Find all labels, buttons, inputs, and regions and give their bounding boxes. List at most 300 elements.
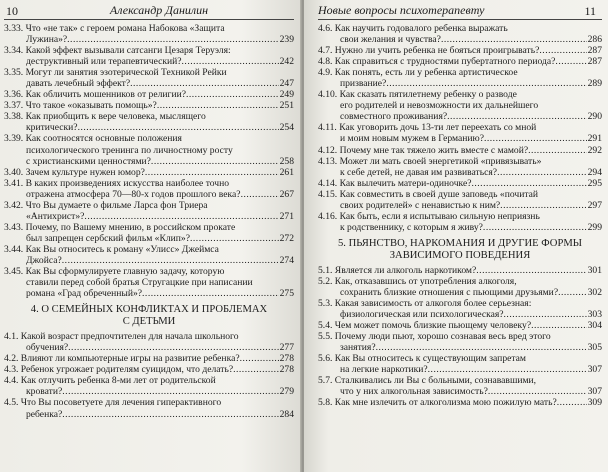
toc-entry-text: психологического тренинга по личностному росту — [26, 144, 233, 156]
page-number: 11 — [584, 4, 596, 18]
toc-page-number: 239 — [279, 34, 294, 46]
toc-entry-text-wrap — [26, 78, 130, 89]
running-header — [318, 3, 602, 20]
toc-entry-text: Как уговорить дочь 13-ти лет переехать со мной — [339, 122, 537, 134]
toc-entry — [318, 353, 602, 375]
toc-dot-leader — [151, 156, 279, 167]
toc-entry-line — [318, 222, 602, 233]
toc-entry — [4, 244, 294, 266]
toc-entry-line — [318, 145, 602, 156]
toc-entry-text: с христианскими ценностями? — [26, 155, 151, 167]
toc-page-number: 254 — [279, 122, 294, 134]
toc-entry-number: 4.7. — [318, 45, 333, 57]
toc-entry-line — [4, 331, 294, 342]
toc-dot-leader — [241, 189, 279, 200]
toc-entry-line — [4, 78, 294, 89]
toc-entry — [318, 122, 602, 144]
toc-dot-leader — [182, 56, 279, 67]
toc-entry-text: Как Вы сформулируете главную задачу, которую — [25, 266, 225, 278]
toc-entry-text-wrap — [340, 111, 447, 122]
toc-entry-text-wrap — [340, 222, 483, 233]
toc-entry-line — [318, 331, 602, 342]
toc-entry-text: Сталкивались ли Вы с больными, сознававшими, — [334, 375, 537, 387]
toc-entry-line — [318, 89, 602, 100]
toc-entry-text-wrap — [340, 287, 558, 298]
toc-dot-leader — [233, 364, 279, 375]
toc-entry-number: 3.45. — [4, 266, 24, 278]
toc-dot-leader — [157, 100, 279, 111]
toc-entry-text-wrap — [4, 100, 157, 111]
toc-entry-line — [4, 244, 294, 255]
toc-dot-leader — [476, 265, 586, 276]
toc-entry-text: свои желания и чувства? — [340, 34, 441, 46]
chapter-heading — [318, 238, 602, 262]
toc-entry-text-wrap — [340, 200, 500, 211]
toc-dot-leader — [428, 364, 587, 375]
toc-entry-line — [4, 277, 294, 288]
toc-dot-leader — [500, 200, 586, 211]
toc-entry-line — [4, 386, 294, 397]
toc-entry — [4, 353, 294, 364]
chapter-title-line: С ДЕТЬМИ — [122, 316, 176, 328]
toc-entry-number: 3.38. — [4, 111, 24, 123]
toc-entry-text-wrap — [26, 56, 182, 67]
toc-entry-text-wrap — [340, 167, 497, 178]
toc-entry-number: 4.1. — [4, 331, 19, 343]
toc-page-number: 295 — [587, 177, 602, 189]
toc-dot-leader — [528, 145, 587, 156]
toc-entry-number: 4.8. — [318, 56, 333, 68]
toc-entry-text: романа «Град обреченный»? — [26, 288, 143, 300]
toc-entry-number: 3.37. — [4, 100, 24, 112]
toc-entry — [318, 276, 602, 298]
toc-entry-text-wrap — [26, 122, 78, 133]
toc-entry-text-wrap — [4, 167, 145, 178]
toc-dot-leader — [78, 122, 279, 133]
toc-entry-text: был запрещен сербский фильм «Клип»? — [26, 232, 190, 244]
toc-entry-text: ставили перед собой братья Стругацкие при написании — [26, 277, 253, 289]
toc-entry-line — [4, 266, 294, 277]
toc-entry-text: «Антихрист»? — [26, 210, 85, 222]
toc-entry — [318, 56, 602, 67]
toc-entry-number: 5.8. — [318, 397, 333, 409]
toc-entry-line — [318, 122, 602, 133]
toc-entry-line — [4, 56, 294, 67]
toc-entry — [318, 331, 602, 353]
toc-entry-text-wrap — [26, 255, 62, 266]
toc-entry-text: к родственнику, с которым я живу? — [340, 221, 483, 233]
toc-entry — [4, 331, 294, 353]
toc-entry — [4, 133, 294, 166]
toc-entry-text: ребенка? — [26, 408, 63, 420]
toc-entry-text: Какая зависимость от алкоголя более серьезная: — [334, 298, 532, 310]
toc-page-number: 272 — [279, 232, 294, 244]
toc-entry-text-wrap — [26, 189, 241, 200]
toc-entry — [4, 89, 294, 100]
toc-entry-text: Как мне излечить от алкоголизма мою пожилую мать? — [334, 397, 557, 409]
toc-entry-text: Как научить годовалого ребенка выражать — [334, 23, 508, 34]
toc-entry — [4, 100, 294, 111]
toc-entry-text: Как соотносятся основные положения — [25, 133, 182, 145]
toc-entry-line — [318, 364, 602, 375]
toc-entry-text: Ребенок угрожает родителям суицидом, что делать? — [20, 364, 234, 376]
toc-entry — [4, 375, 294, 397]
toc-entry — [318, 397, 602, 408]
toc-entry-text: Могут ли занятия эзотерической Техникой Рейки — [25, 67, 227, 79]
toc-entry-line — [318, 67, 602, 78]
toc-entry-text: Как обличить мошенников от религии? — [25, 89, 186, 101]
toc-entry-text: совместного проживания? — [340, 111, 448, 123]
toc-entry — [318, 145, 602, 156]
toc-entry-line — [4, 67, 294, 78]
toc-entry — [318, 211, 602, 233]
toc-dot-leader — [186, 89, 279, 100]
toc-entry-line — [4, 45, 294, 56]
toc-entry-text-wrap — [318, 397, 557, 408]
toc-entry — [318, 189, 602, 211]
toc-dot-leader — [447, 111, 586, 122]
toc-entry-line — [4, 133, 294, 144]
toc-entry-number: 5.6. — [318, 353, 333, 365]
toc-entry-text: Чем может помочь близкие пьющему человеку? — [334, 320, 532, 332]
toc-entry-line — [318, 78, 602, 89]
toc-entry — [4, 67, 294, 89]
toc-entry-text: его родителей и невозможности их дальнейшего — [340, 100, 539, 112]
toc-dot-leader — [130, 78, 279, 89]
toc-dot-leader — [483, 222, 587, 233]
toc-entry — [4, 397, 294, 419]
toc-entry-number: 5.1. — [318, 264, 333, 276]
toc-entry — [318, 265, 602, 276]
toc-entry-text: Лужина»? — [26, 34, 68, 46]
toc-page-number: 292 — [587, 144, 602, 156]
page-number: 10 — [6, 4, 18, 18]
toc-entry-line — [318, 133, 602, 144]
toc-dot-leader — [62, 255, 279, 266]
toc-dot-leader — [557, 397, 587, 408]
toc-entry-text-wrap — [318, 45, 539, 56]
toc-entry-text: Является ли алкоголь наркотиком? — [334, 264, 477, 276]
toc-entry — [318, 298, 602, 320]
toc-page-number: 275 — [279, 288, 294, 300]
toc-entry-line — [318, 320, 602, 331]
toc-page-number: 309 — [587, 397, 602, 409]
toc-page-number: 287 — [587, 45, 602, 57]
toc-entry-line — [318, 276, 602, 287]
toc-entry — [4, 222, 294, 244]
toc-entry — [318, 375, 602, 397]
toc-entry-line — [318, 178, 602, 189]
toc-entry-number: 3.34. — [4, 45, 24, 57]
toc-entry-number: 4.11. — [318, 122, 337, 134]
toc-entry-line — [318, 386, 602, 397]
toc-entry-text: Как быть, если я испытываю сильную неприязнь — [339, 210, 540, 222]
toc-page-number: 271 — [279, 210, 294, 222]
toc-entry-text: Почему, по Вашему мнению, в российском прокате — [25, 221, 236, 233]
toc-entry-text: обучения? — [26, 342, 69, 354]
toc-entry-text-wrap — [26, 233, 190, 244]
toc-entry — [4, 364, 294, 375]
chapter-title-line: 5. ПЬЯНСТВО, НАРКОМАНИЯ И ДРУГИЕ ФОРМЫ — [337, 237, 582, 249]
toc-dot-leader — [67, 34, 278, 45]
toc-dot-leader — [386, 78, 586, 89]
toc-entry-text: Может ли мать своей энергетикой «привязывать» — [339, 155, 542, 167]
toc-entry-line — [4, 409, 294, 420]
toc-entry-line — [318, 309, 602, 320]
toc-entry-line — [318, 45, 602, 56]
toc-entry-number: 3.42. — [4, 199, 24, 211]
toc-dot-leader — [190, 233, 279, 244]
toc-entry-text: Что Вы думаете о фильме Ларса фон Триера — [25, 199, 208, 211]
toc-page-number: 279 — [279, 386, 294, 398]
toc-entry-text: кровати? — [26, 386, 63, 398]
running-header — [4, 3, 294, 20]
toc-entry-text-wrap — [26, 288, 142, 299]
toc-entry-line — [318, 287, 602, 298]
toc-dot-leader — [376, 342, 587, 353]
toc-entry-text-wrap — [340, 364, 428, 375]
toc-page-number: 258 — [279, 155, 294, 167]
toc-dot-leader — [62, 386, 278, 397]
toc-list — [318, 23, 602, 233]
toc-entry-text-wrap — [340, 133, 484, 144]
toc-entry-number: 4.6. — [318, 23, 333, 34]
toc-entry-text: что у них алкогольная зависимость? — [340, 386, 488, 398]
toc-entry-text: Какой возраст предпочтителен для начала школьного — [20, 331, 239, 343]
toc-entry-number: 3.43. — [4, 221, 24, 233]
toc-entry-line — [4, 364, 294, 375]
toc-entry — [318, 23, 602, 45]
toc-entry — [318, 320, 602, 331]
toc-page-number: 247 — [279, 78, 294, 90]
toc-entry-text: своих родителей» с ненавистью к ним? — [340, 199, 501, 211]
right-page — [304, 0, 608, 472]
toc-entry-line — [4, 145, 294, 156]
toc-page-number: 278 — [279, 364, 294, 376]
toc-entry-number: 4.2. — [4, 353, 19, 365]
toc-entry-line — [4, 200, 294, 211]
toc-entry-number: 4.13. — [318, 155, 338, 167]
toc-entry-line — [4, 233, 294, 244]
toc-entry-text: занятия? — [340, 342, 376, 354]
toc-entry-line — [318, 34, 602, 45]
toc-entry-line — [4, 23, 294, 34]
toc-entry-text-wrap — [4, 89, 186, 100]
toc-entry-number: 3.44. — [4, 243, 24, 255]
toc-entry-line — [4, 255, 294, 266]
toc-page-number: 261 — [279, 166, 294, 178]
toc-entry — [4, 200, 294, 222]
toc-entry-text-wrap — [318, 56, 555, 67]
toc-entry-text: Что «не так» с героем романа Набокова «Защита — [25, 23, 225, 34]
toc-entry-number: 3.41. — [4, 177, 24, 189]
chapter-heading — [4, 304, 294, 328]
toc-entry-line — [4, 353, 294, 364]
toc-dot-leader — [471, 178, 586, 189]
toc-entry-text: Почему люди пьют, хорошо сознавая весь вред этого — [334, 331, 551, 343]
toc-page-number: 297 — [587, 199, 602, 211]
toc-entry-text: сохранить близкие отношения с пьющими друзьями? — [340, 286, 559, 298]
toc-entry-line — [318, 265, 602, 276]
toc-entry-number: 3.36. — [4, 89, 24, 101]
toc-page-number: 278 — [279, 353, 294, 365]
toc-entry — [4, 45, 294, 67]
toc-page-number: 301 — [587, 264, 602, 276]
toc-entry-number: 3.33. — [4, 23, 24, 34]
toc-page-number: 294 — [587, 166, 602, 178]
toc-entry-text: Как, отказавшись от употребления алкоголя, — [334, 275, 517, 287]
toc-page-number: 286 — [587, 34, 602, 46]
toc-entry-text: Влияют ли компьютерные игры на развитие ребенка? — [20, 353, 240, 365]
toc-dot-leader — [539, 45, 586, 56]
toc-page-number: 249 — [279, 89, 294, 101]
toc-entry-number: 4.4. — [4, 375, 19, 387]
toc-entry-text-wrap — [4, 364, 233, 375]
toc-entry — [318, 178, 602, 189]
toc-entry-line — [4, 342, 294, 353]
toc-entry-line — [4, 34, 294, 45]
toc-dot-leader — [84, 211, 278, 222]
toc-dot-leader — [62, 409, 278, 420]
toc-entry-number: 4.12. — [318, 144, 338, 156]
toc-entry — [4, 266, 294, 299]
toc-entry-text-wrap — [340, 386, 488, 397]
toc-entry-number: 4.14. — [318, 177, 338, 189]
toc-list — [4, 23, 294, 299]
toc-entry-number: 4.5. — [4, 397, 19, 409]
toc-entry — [318, 156, 602, 178]
toc-entry-line — [4, 189, 294, 200]
toc-entry-line — [318, 156, 602, 167]
toc-entry-line — [318, 167, 602, 178]
toc-entry-text-wrap — [340, 78, 386, 89]
toc-entry-line — [318, 375, 602, 386]
toc-entry-text: Зачем культуре нужен юмор? — [25, 166, 145, 178]
toc-entry — [318, 89, 602, 122]
toc-entry-line — [318, 342, 602, 353]
toc-entry-text: Как Вы относитесь к роману «Улисс» Джеймса — [25, 243, 219, 255]
chapter-title-line: ЗАВИСИМОГО ПОВЕДЕНИЯ — [389, 249, 531, 261]
toc-entry — [4, 167, 294, 178]
toc-entry-line — [318, 111, 602, 122]
toc-dot-leader — [504, 309, 587, 320]
toc-page-number: 307 — [587, 386, 602, 398]
running-title: Новые вопросы психотерапевту — [318, 3, 485, 17]
toc-dot-leader — [142, 288, 279, 299]
toc-entry-text-wrap — [26, 156, 151, 167]
toc-entry-text-wrap — [26, 34, 67, 45]
toc-entry-line — [318, 397, 602, 408]
toc-entry-text: призвание? — [340, 78, 387, 90]
toc-entry-text-wrap — [340, 342, 376, 353]
toc-entry-number: 3.40. — [4, 166, 24, 178]
toc-entry-line — [318, 211, 602, 222]
toc-entry-number: 3.39. — [4, 133, 24, 145]
toc-entry-text: Как Вы относитесь к существующим запретам — [334, 353, 527, 365]
toc-entry — [318, 45, 602, 56]
toc-entry — [4, 23, 294, 45]
toc-entry-number: 5.4. — [318, 320, 333, 332]
toc-entry — [4, 178, 294, 200]
toc-entry-line — [4, 156, 294, 167]
toc-entry-text: Как сказать пятилетнему ребенку о разводе — [339, 89, 517, 101]
toc-entry — [318, 67, 602, 89]
toc-dot-leader — [68, 342, 278, 353]
toc-entry-text: и моим новым мужем в Германию? — [340, 133, 484, 145]
toc-entry-number: 5.5. — [318, 331, 333, 343]
toc-dot-leader — [531, 320, 587, 331]
toc-entry-line — [318, 298, 602, 309]
toc-entry-text-wrap — [26, 386, 62, 397]
toc-dot-leader — [555, 56, 586, 67]
toc-entry-text: Что такое «оказывать помощь»? — [25, 100, 157, 112]
toc-page-number: 304 — [587, 320, 602, 332]
toc-entry-number: 4.15. — [318, 188, 338, 200]
toc-entry-text: Какой эффект вызывали сатсанги Цезаря Теруэля: — [25, 45, 231, 57]
toc-list — [318, 265, 602, 409]
toc-entry-line — [4, 111, 294, 122]
toc-entry-line — [4, 288, 294, 299]
toc-entry-line — [318, 353, 602, 364]
toc-dot-leader — [488, 386, 587, 397]
toc-entry-text-wrap — [318, 320, 531, 331]
running-title: Александр Данилин — [109, 3, 209, 17]
toc-entry-number: 5.7. — [318, 375, 333, 387]
toc-entry-line — [318, 200, 602, 211]
toc-entry-text: деструктивный или терапевтический? — [26, 56, 182, 68]
toc-entry-line — [4, 100, 294, 111]
toc-page-number: 291 — [587, 133, 602, 145]
toc-entry-text-wrap — [318, 178, 471, 189]
toc-entry-text-wrap — [26, 211, 84, 222]
toc-entry-line — [4, 122, 294, 133]
toc-entry-text-wrap — [318, 265, 476, 276]
toc-dot-leader — [441, 34, 587, 45]
toc-page-number: 307 — [587, 364, 602, 376]
toc-entry-text-wrap — [340, 34, 441, 45]
toc-entry-line — [4, 211, 294, 222]
toc-entry-text: к себе детей, не давая им развиваться? — [340, 166, 498, 178]
toc-entry-text-wrap — [4, 353, 240, 364]
toc-entry-text-wrap — [340, 309, 504, 320]
toc-entry-line — [4, 375, 294, 386]
toc-list — [4, 331, 294, 419]
toc-entry-text-wrap — [26, 409, 62, 420]
toc-page-number: 303 — [587, 309, 602, 321]
toc-page-number: 242 — [279, 56, 294, 68]
toc-page-number: 287 — [587, 56, 602, 68]
toc-page-number: 305 — [587, 342, 602, 354]
toc-entry-text: Как отлучить ребенка 8-ми лет от родительской — [20, 375, 216, 387]
toc-entry-line — [4, 397, 294, 408]
toc-entry-text: В каких произведениях искусства наиболее точно — [25, 177, 230, 189]
toc-entry-text: Что Вы посоветуете для лечения гиперактивного — [20, 397, 222, 409]
toc-entry-number: 4.9. — [318, 67, 333, 79]
toc-entry-text-wrap — [318, 145, 528, 156]
toc-entry — [4, 111, 294, 133]
toc-page-number: 274 — [279, 254, 294, 266]
toc-entry-text: Как вылечить матери-одиночке? — [339, 177, 472, 189]
toc-page-number: 302 — [587, 286, 602, 298]
left-page — [0, 0, 302, 472]
toc-entry-text: отражена атмосфера 70—80-х годов прошлого века? — [26, 188, 241, 200]
toc-page-number: 284 — [279, 408, 294, 420]
toc-page-number: 267 — [279, 188, 294, 200]
toc-page-number: 251 — [279, 100, 294, 112]
toc-entry-number: 4.3. — [4, 364, 19, 376]
toc-entry-line — [318, 23, 602, 34]
toc-page-number: 277 — [279, 342, 294, 354]
